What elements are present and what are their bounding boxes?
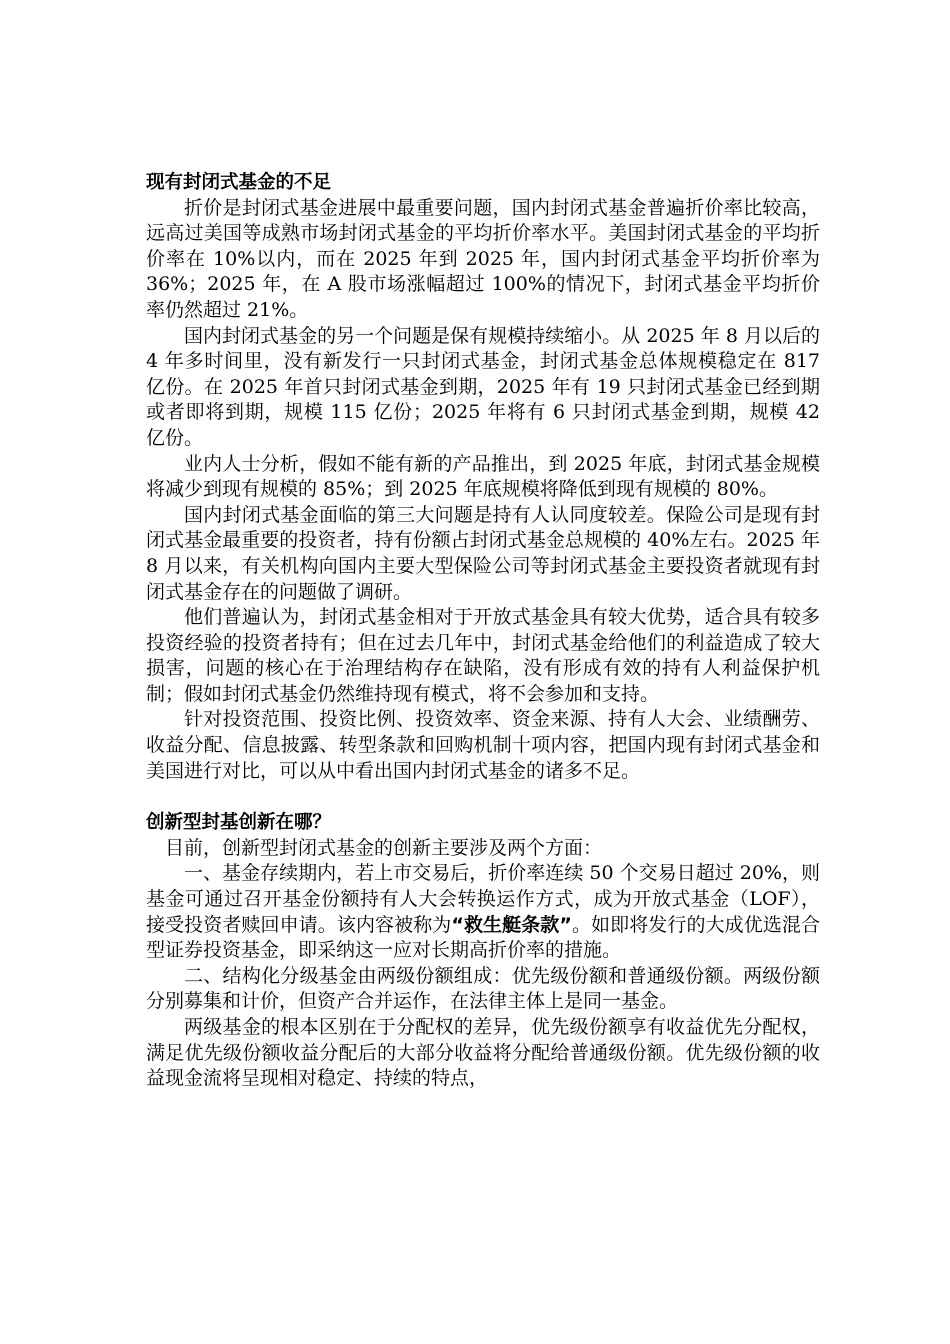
lifeboat-clause-term: “救生艇条款” [451,913,572,936]
paragraph-structured-fund: 二、结构化分级基金由两级份额组成：优先级份额和普通级份额。两级份额分别募集和计价，但资产合并运作，在法律主体上是同一基金。 [146,964,820,1013]
section-spacer [146,784,820,810]
lifeboat-text-after: 。如即将发行的大成优选混合型证券投资基金，即采纳这一应对长期高折价率的措施。 [146,913,820,962]
section-heading-innovation: 创新型封基创新在哪？ [146,812,332,834]
paragraph-shrinking-scale: 国内封闭式基金的另一个问题是保有规模持续缩小。从 2025 年 8 月以后的 4 年多时间里，没有新发行一只封闭式基金，封闭式基金总体规模稳定在 817 亿份。在 2025 年首只封闭式基金到期，2025 年有 19 只封闭式基金已经到期或者即将到期，规模 115 亿份；2025 年将有 6 只封闭式基金到期，规模 42 亿份。 [146,324,820,449]
paragraph-discount: 折价是封闭式基金进展中最重要问题，国内封闭式基金普遍折价率比较高，远高过美国等成熟市场封闭式基金的平均折价率水平。美国封闭式基金的平均折价率在 10%以内，而在 2025 年到 2025 年，国内封闭式基金平均折价率为 36%；2025 年，在 A 股市场涨幅超过 100%的情况下，封闭式基金平均折价率仍然超过 21%。 [146,196,820,321]
paragraph-comparison: 针对投资范围、投资比例、投资效率、资金来源、持有人大会、业绩酬劳、收益分配、信息披露、转型条款和回购机制十项内容，把国内现有封闭式基金和美国进行对比，可以从中看出国内封闭式基金的诸多不足。 [146,708,820,782]
section-heading-shortcomings: 现有封闭式基金的不足 [146,172,332,193]
lifeboat-text-before: 一、基金存续期内，若上市交易后，折价率连续 50 个交易日超过 20%，则基金可通过召开基金份额持有人大会转换运作方式，成为开放式基金（LOF），接受投资者赎回申请。该内容被称为 [146,862,820,936]
paragraph-holder-recognition: 国内封闭式基金面临的第三大问题是持有人认同度较差。保险公司是现有封闭式基金最重要的投资者，持有份额占封闭式基金总规模的 40%左右。2025 年 8 月以来，有关机构向国内主要大型保险公司等封闭式基金主要投资者就现有封闭式基金存在的问题做了调研。 [146,503,820,603]
paragraph-industry-analysis: 业内人士分析，假如不能有新的产品推出，到 2025 年底，封闭式基金规模将减少到现有规模的 85%；到 2025 年底规模将降低到现有规模的 80%。 [146,452,820,501]
paragraph-lifeboat-clause [146,861,820,963]
document-page [146,170,820,1092]
paragraph-innovation-intro: 目前，创新型封闭式基金的创新主要涉及两个方面： [165,836,603,859]
paragraph-distribution-rights: 两级基金的根本区别在于分配权的差异，优先级份额享有收益优先分配权，满足优先级份额收益分配后的大部分收益将分配给普通级份额。优先级份额的收益现金流将呈现相对稳定、持续的特点， [146,1016,820,1090]
paragraph-investor-views: 他们普遍认为，封闭式基金相对于开放式基金具有较大优势，适合具有较多投资经验的投资者持有；但在过去几年中，封闭式基金给他们的利益造成了较大损害，问题的核心在于治理结构存在缺陷，没有形成有效的持有人利益保护机制；假如封闭式基金仍然维持现有模式，将不会参加和支持。 [146,606,820,705]
